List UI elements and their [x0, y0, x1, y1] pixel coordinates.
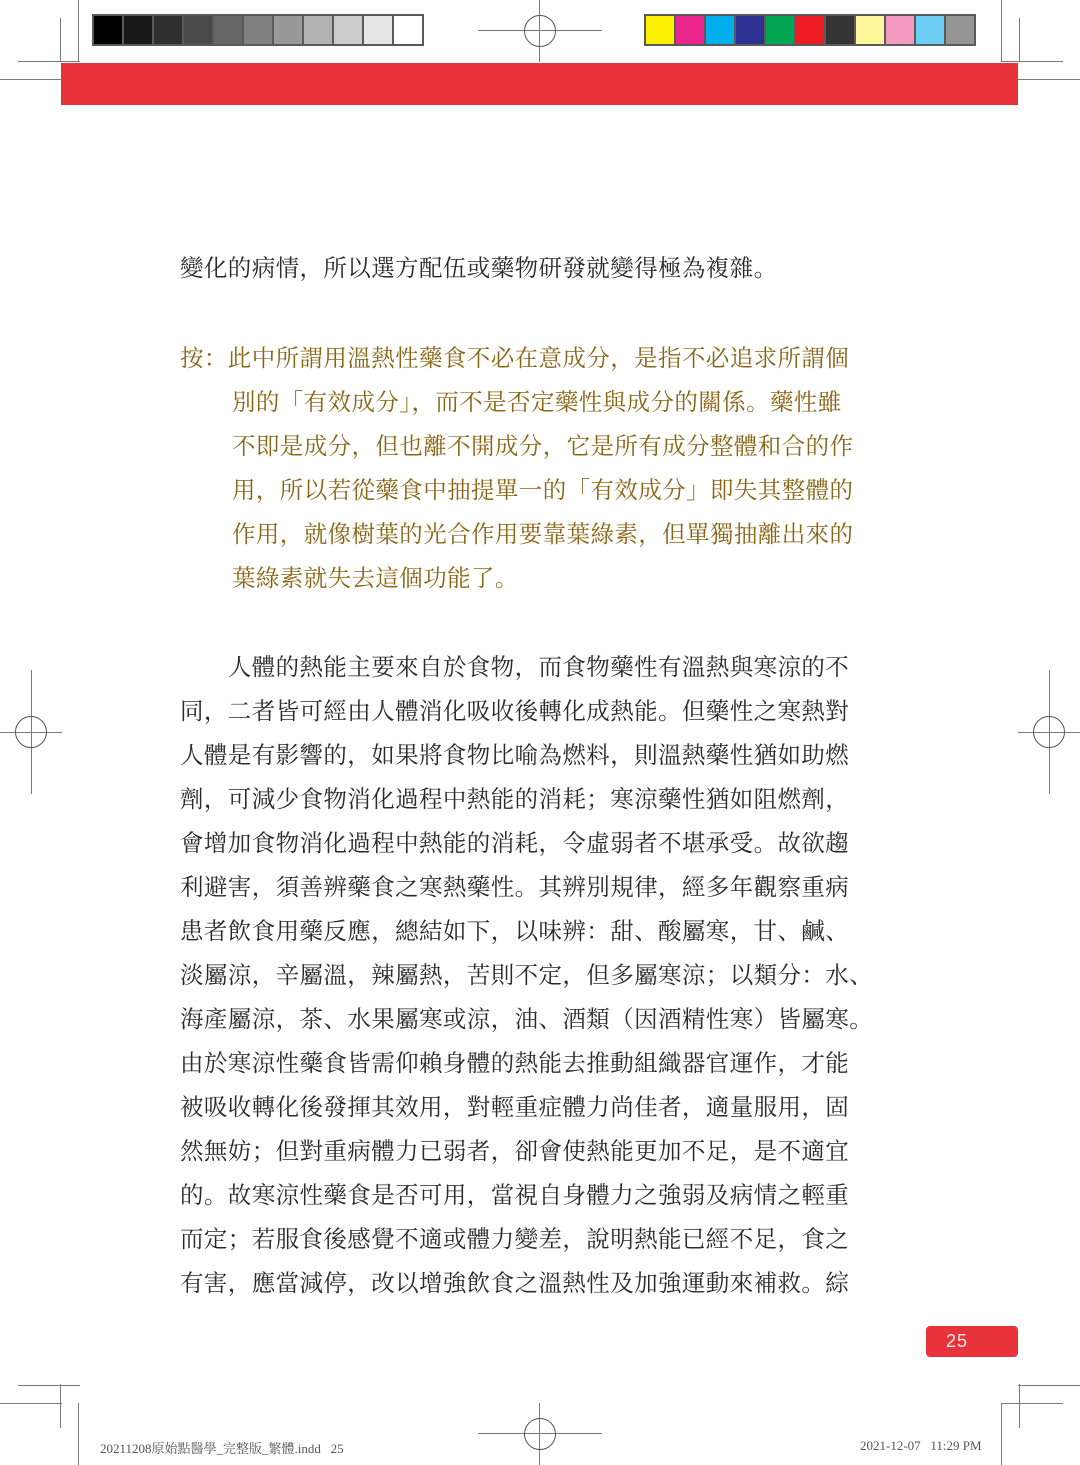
body-line: 而定；若服食後感覺不適或體力變差，說明熱能已經不足，食之	[180, 1225, 850, 1253]
color-swatch	[274, 16, 302, 44]
color-swatch	[244, 16, 272, 44]
color-swatch	[916, 16, 944, 44]
color-swatch	[706, 16, 734, 44]
color-swatch	[94, 16, 122, 44]
crop-mark-bottom-left-h2	[18, 1385, 80, 1386]
note-line: 葉綠素就失去這個功能了。	[232, 564, 519, 592]
note-line: 用，所以若從藥食中抽提單一的「有效成分」即失其整體的	[232, 476, 854, 504]
slug-timestamp: 2021-12-07 11:29 PM	[860, 1438, 982, 1453]
registration-mark-left-circle	[15, 716, 47, 748]
grayscale-color-bar	[92, 14, 424, 46]
registration-mark-bottom-circle	[524, 1418, 556, 1450]
slug-file-name: 20211208原始點醫學_完整版_繁體.indd 25	[100, 1441, 344, 1456]
intro-line: 變化的病情，所以選方配伍或藥物研發就變得極為複雜。	[180, 254, 778, 282]
registration-mark-right-circle	[1033, 716, 1065, 748]
color-swatch	[334, 16, 362, 44]
note-line: 不即是成分，但也離不開成分，它是所有成分整體和合的作	[232, 432, 854, 460]
note-line: 別的「有效成分」，而不是否定藥性與成分的關係。藥性雖	[232, 388, 842, 416]
color-swatch	[766, 16, 794, 44]
color-swatch	[154, 16, 182, 44]
crop-mark-top-left-v	[78, 0, 79, 62]
crop-mark-top-left-v2	[60, 18, 61, 62]
body-line: 患者飲食用藥反應，總結如下，以味辨：甜、酸屬寒，甘、鹹、	[180, 917, 850, 945]
color-swatch	[946, 16, 974, 44]
registration-mark-top-circle	[524, 15, 556, 47]
color-swatch	[826, 16, 854, 44]
crop-mark-bottom-right-h2	[1018, 1385, 1080, 1386]
body-line: 然無妨；但對重病體力已弱者，卻會使熱能更加不足，是不適宜	[180, 1137, 850, 1165]
color-swatch	[856, 16, 884, 44]
body-line: 會增加食物消化過程中熱能的消耗，令虛弱者不堪承受。故欲趨	[180, 829, 850, 857]
color-swatch	[214, 16, 242, 44]
body-line: 利避害，須善辨藥食之寒熱藥性。其辨別規律，經多年觀察重病	[180, 873, 850, 901]
crop-mark-bottom-left-v2	[78, 1403, 79, 1465]
color-swatch	[676, 16, 704, 44]
color-swatch	[394, 16, 422, 44]
process-color-bar	[644, 14, 976, 46]
crop-mark-bottom-right-v	[1001, 1403, 1002, 1465]
body-line: 的。故寒涼性藥食是否可用，當視自身體力之強弱及病情之輕重	[180, 1181, 850, 1209]
note-line: 按：此中所謂用溫熱性藥食不必在意成分，是指不必追求所謂個	[180, 344, 850, 372]
color-swatch	[886, 16, 914, 44]
crop-mark-top-right-v	[1001, 0, 1002, 62]
body-line: 淡屬涼，辛屬溫，辣屬熱，苦則不定，但多屬寒涼；以類分：水、	[180, 961, 874, 989]
color-swatch	[736, 16, 764, 44]
crop-mark-bottom-left-h	[0, 1403, 62, 1404]
color-swatch	[364, 16, 392, 44]
body-line: 由於寒涼性藥食皆需仰賴身體的熱能去推動組織器官運作，才能	[180, 1049, 850, 1077]
crop-mark-bottom-right-h	[1001, 1403, 1063, 1404]
header-color-bar	[61, 63, 1018, 105]
color-swatch	[796, 16, 824, 44]
color-swatch	[184, 16, 212, 44]
body-line: 有害，應當減停，改以增強飲食之溫熱性及加強運動來補救。綜	[180, 1269, 850, 1297]
body-line: 同，二者皆可經由人體消化吸收後轉化成熱能。但藥性之寒熱對	[180, 697, 850, 725]
page-number-badge: 25	[926, 1326, 1018, 1357]
crop-mark-top-left-h2	[18, 61, 80, 62]
intro-paragraph	[180, 246, 900, 290]
crop-mark-bottom-right-v2	[1019, 1384, 1020, 1428]
crop-mark-top-left-h	[0, 79, 62, 80]
color-swatch	[304, 16, 332, 44]
crop-mark-top-right-h	[1018, 79, 1080, 80]
author-note	[180, 336, 900, 600]
body-paragraph	[180, 645, 900, 1305]
body-line: 人體是有影響的，如果將食物比喻為燃料，則溫熱藥性猶如助燃	[180, 741, 850, 769]
crop-mark-top-right-v2	[1019, 18, 1020, 62]
body-line: 海產屬涼，茶、水果屬寒或涼，油、酒類（因酒精性寒）皆屬寒。	[180, 1005, 874, 1033]
body-line: 劑，可減少食物消化過程中熱能的消耗；寒涼藥性猶如阻燃劑，	[180, 785, 850, 813]
crop-mark-top-right-h2	[1001, 61, 1063, 62]
color-swatch	[646, 16, 674, 44]
crop-mark-bottom-left-v	[60, 1384, 61, 1428]
color-swatch	[124, 16, 152, 44]
note-line: 作用，就像樹葉的光合作用要靠葉綠素，但單獨抽離出來的	[232, 520, 854, 548]
body-line: 人體的熱能主要來自於食物，而食物藥性有溫熱與寒涼的不	[180, 653, 850, 681]
body-line: 被吸收轉化後發揮其效用，對輕重症體力尚佳者，適量服用，固	[180, 1093, 850, 1121]
